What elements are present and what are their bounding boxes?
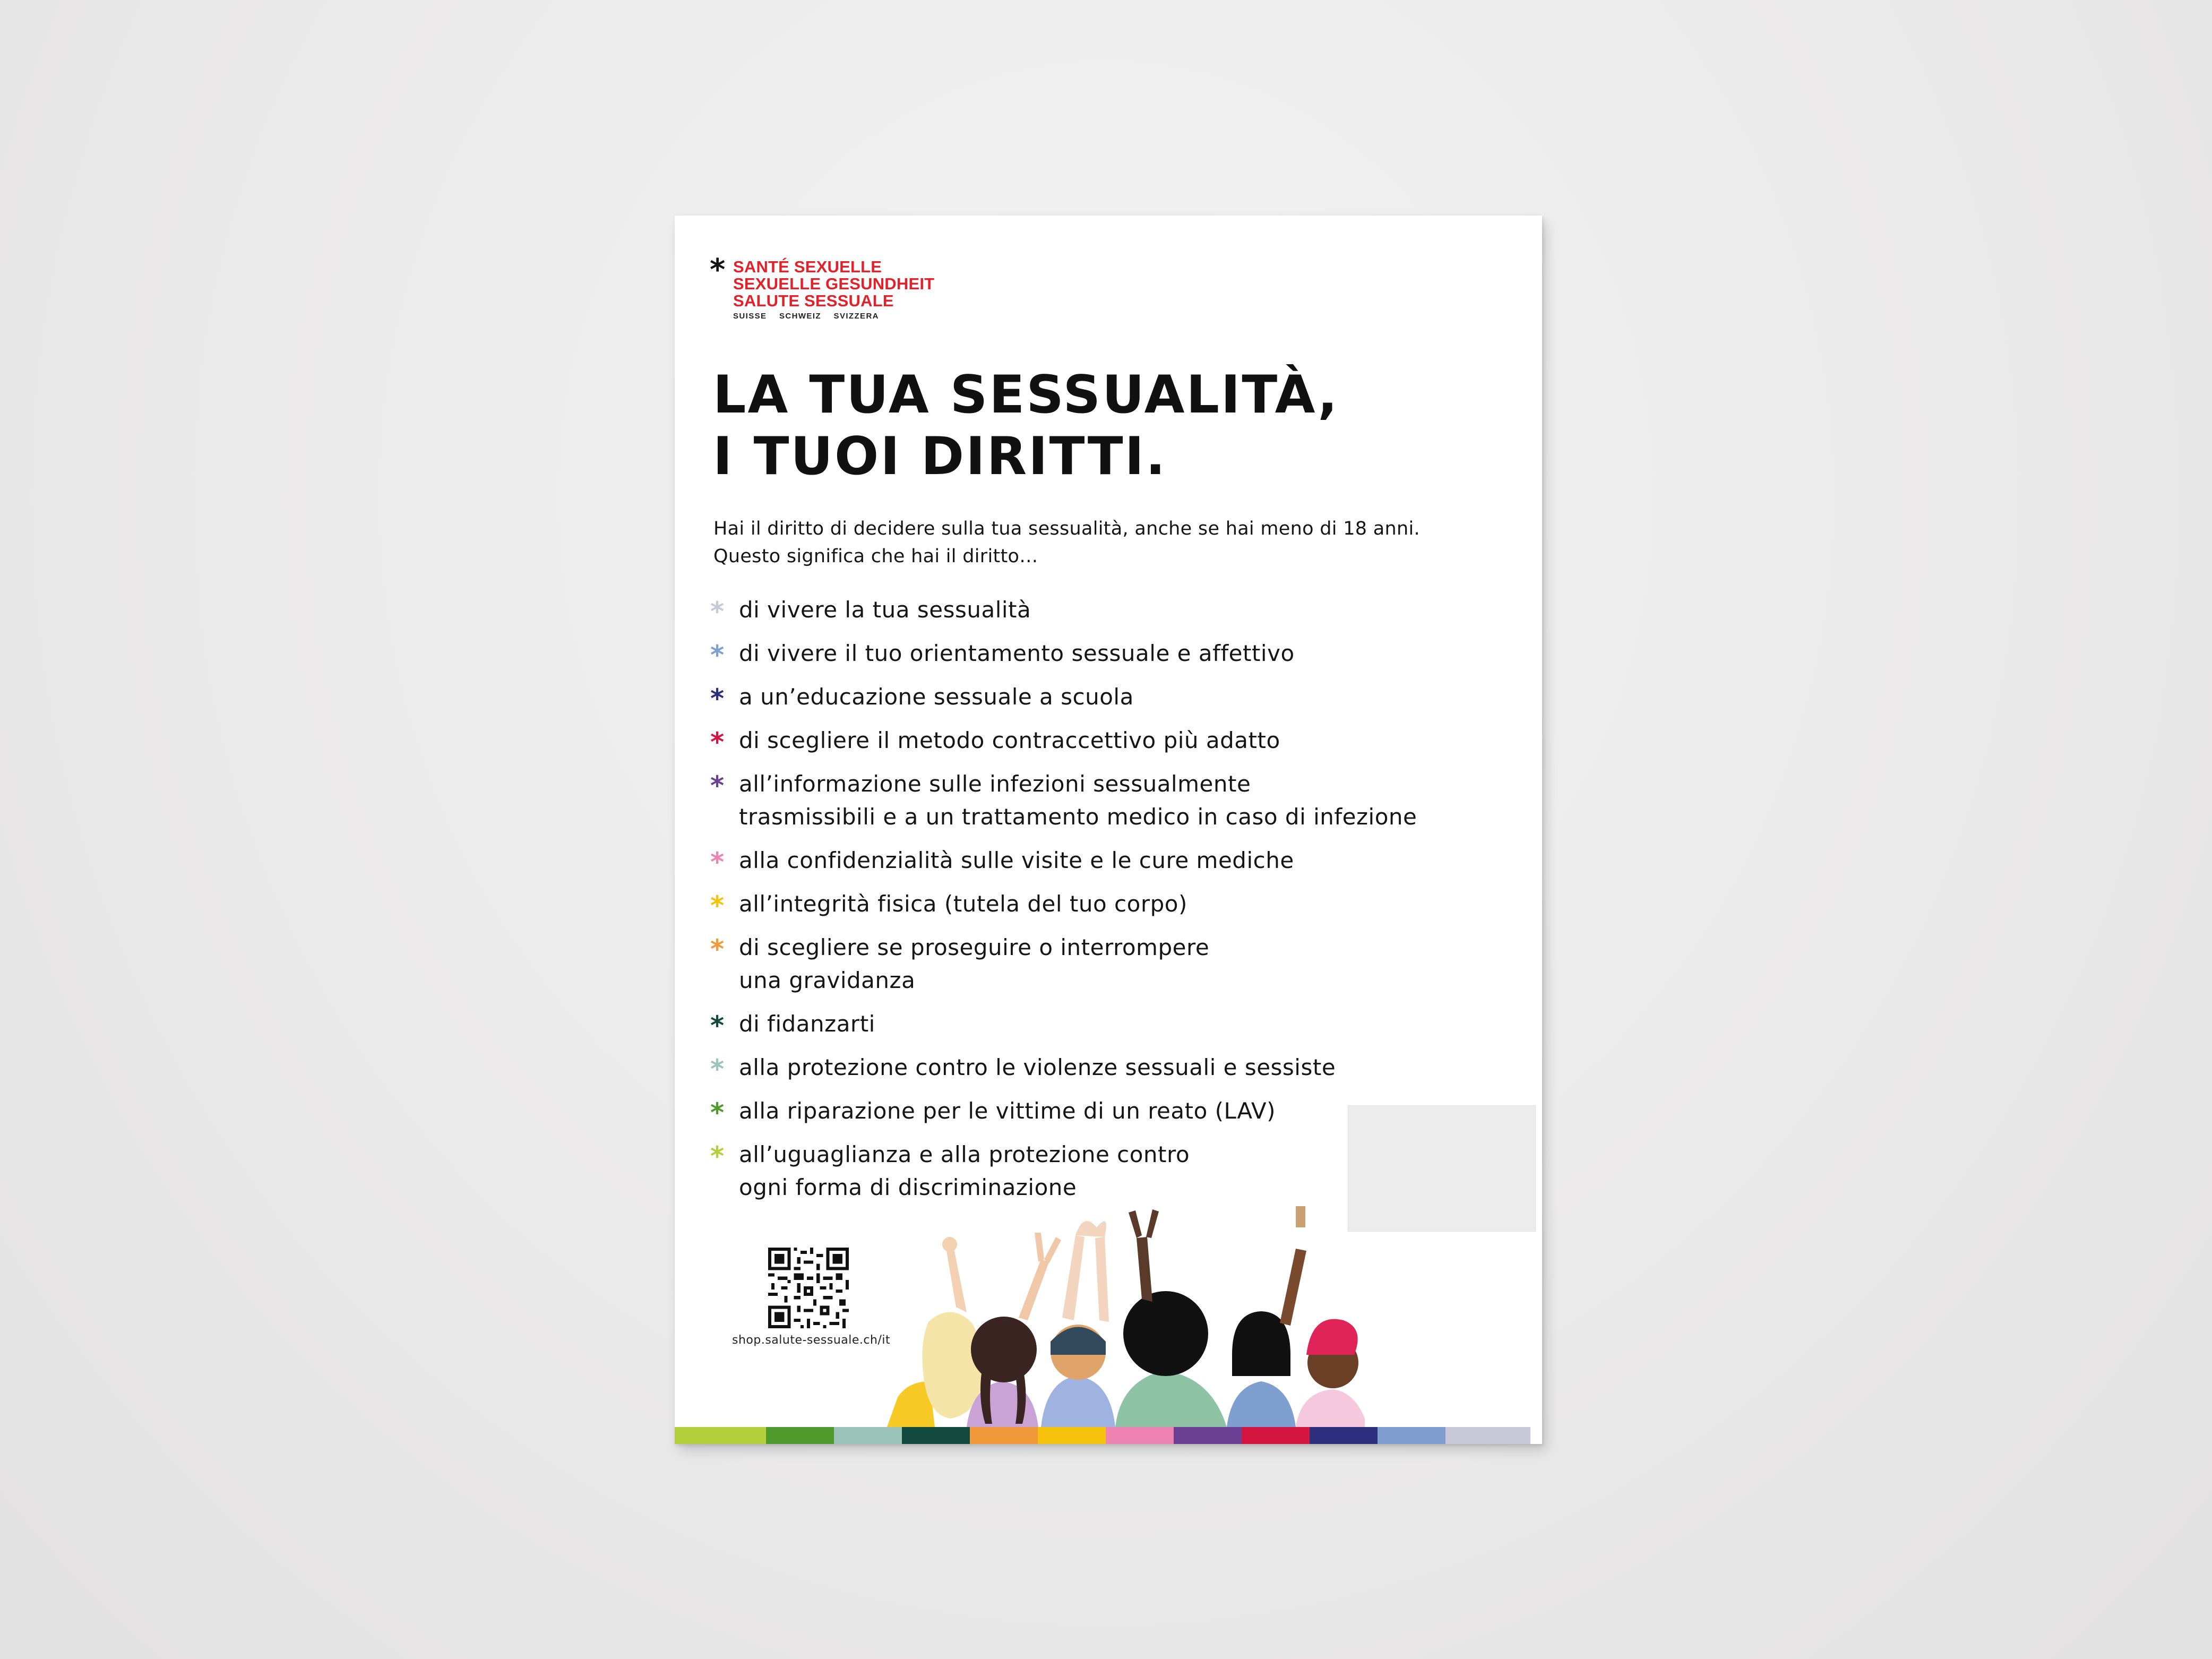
right-item-text: ogni forma di discriminazione bbox=[739, 1174, 1077, 1200]
intro-line-2: Questo significa che hai il diritto… bbox=[713, 546, 1038, 567]
shop-url-link[interactable]: shop.salute-sessuale.ch/it bbox=[732, 1334, 891, 1347]
asterisk-bullet-icon: * bbox=[710, 770, 725, 801]
logo-countries bbox=[733, 312, 934, 321]
asterisk-bullet-icon: * bbox=[710, 640, 725, 671]
right-item bbox=[710, 724, 1417, 757]
right-item-text: all’informazione sulle infezioni sessualmente bbox=[739, 771, 1251, 797]
country-it: SVIZZERA bbox=[833, 312, 879, 321]
right-item bbox=[710, 637, 1417, 670]
right-item-text: di scegliere se proseguire o interrompere bbox=[739, 934, 1210, 960]
stripe-segment bbox=[1106, 1427, 1174, 1444]
right-item bbox=[710, 888, 1417, 921]
right-item-text: di vivere la tua sessualità bbox=[739, 597, 1031, 623]
color-stripe bbox=[675, 1427, 1542, 1444]
right-item bbox=[710, 768, 1417, 833]
right-item-text: trasmissibili e a un trattamento medico in caso di infezione bbox=[739, 804, 1417, 830]
intro-text bbox=[713, 515, 1420, 570]
intro-line-1: Hai il diritto di decidere sulla tua sessualità, anche se hai meno di 18 anni. bbox=[713, 518, 1420, 539]
logo-line-it: SALUTE SESSUALE bbox=[733, 291, 894, 310]
right-item bbox=[710, 1138, 1417, 1204]
stripe-segment bbox=[766, 1427, 834, 1444]
right-item bbox=[710, 844, 1417, 877]
page-title bbox=[713, 364, 1339, 487]
asterisk-bullet-icon: * bbox=[710, 727, 725, 758]
country-fr: SUISSE bbox=[733, 312, 767, 321]
asterisk-bullet-icon: * bbox=[710, 1010, 725, 1041]
logo-line-fr: SANTÉ SEXUELLE bbox=[733, 257, 882, 276]
asterisk-logo-icon: * bbox=[710, 253, 726, 287]
asterisk-bullet-icon: * bbox=[710, 934, 725, 965]
right-item bbox=[710, 1051, 1417, 1084]
right-item bbox=[710, 1008, 1417, 1041]
stripe-segment bbox=[1445, 1427, 1530, 1444]
asterisk-bullet-icon: * bbox=[710, 596, 725, 627]
stripe-segment bbox=[675, 1427, 766, 1444]
right-item-text: di vivere il tuo orientamento sessuale e affettivo bbox=[739, 640, 1295, 666]
asterisk-bullet-icon: * bbox=[710, 1097, 725, 1128]
right-item-text: di scegliere il metodo contraccettivo più adatto bbox=[739, 727, 1280, 753]
poster bbox=[675, 216, 1542, 1444]
stripe-segment bbox=[1174, 1427, 1242, 1444]
right-item-text: alla riparazione per le vittime di un reato (LAV) bbox=[739, 1098, 1276, 1124]
rights-list bbox=[710, 594, 1417, 1204]
right-item-text: alla confidenzialità sulle visite e le cure mediche bbox=[739, 847, 1294, 873]
stripe-segment bbox=[1310, 1427, 1378, 1444]
right-item bbox=[710, 1095, 1417, 1128]
right-item-text: all’integrità fisica (tutela del tuo corpo) bbox=[739, 891, 1187, 917]
asterisk-bullet-icon: * bbox=[710, 1141, 725, 1172]
right-item-text: alla protezione contro le violenze sessuali e sessiste bbox=[739, 1054, 1336, 1080]
right-item-text: a un’educazione sessuale a scuola bbox=[739, 684, 1134, 710]
asterisk-bullet-icon: * bbox=[710, 1054, 725, 1085]
qr-code[interactable] bbox=[768, 1248, 849, 1328]
asterisk-bullet-icon: * bbox=[710, 683, 725, 714]
logo-wordmark bbox=[733, 259, 934, 321]
logo-line-de: SEXUELLE GESUNDHEIT bbox=[733, 274, 935, 293]
stripe-segment bbox=[1038, 1427, 1106, 1444]
stripe-segment bbox=[902, 1427, 970, 1444]
stripe-segment bbox=[970, 1427, 1038, 1444]
title-line-2: I TUOI DIRITTI. bbox=[713, 426, 1167, 487]
asterisk-bullet-icon: * bbox=[710, 890, 725, 921]
right-item-text: di fidanzarti bbox=[739, 1011, 875, 1037]
crowd-illustration bbox=[887, 1206, 1542, 1427]
title-line-1: LA TUA SESSUALITÀ, bbox=[713, 365, 1339, 425]
stripe-segment bbox=[1242, 1427, 1310, 1444]
right-item bbox=[710, 931, 1417, 997]
asterisk-bullet-icon: * bbox=[710, 847, 725, 878]
stripe-segment bbox=[1378, 1427, 1445, 1444]
right-item-text: una gravidanza bbox=[739, 967, 916, 993]
stripe-segment bbox=[834, 1427, 902, 1444]
right-item bbox=[710, 681, 1417, 714]
country-de: SCHWEIZ bbox=[779, 312, 821, 321]
right-item-text: all’uguaglianza e alla protezione contro bbox=[739, 1141, 1190, 1167]
crowd-people bbox=[887, 1206, 1365, 1427]
right-item bbox=[710, 594, 1417, 626]
